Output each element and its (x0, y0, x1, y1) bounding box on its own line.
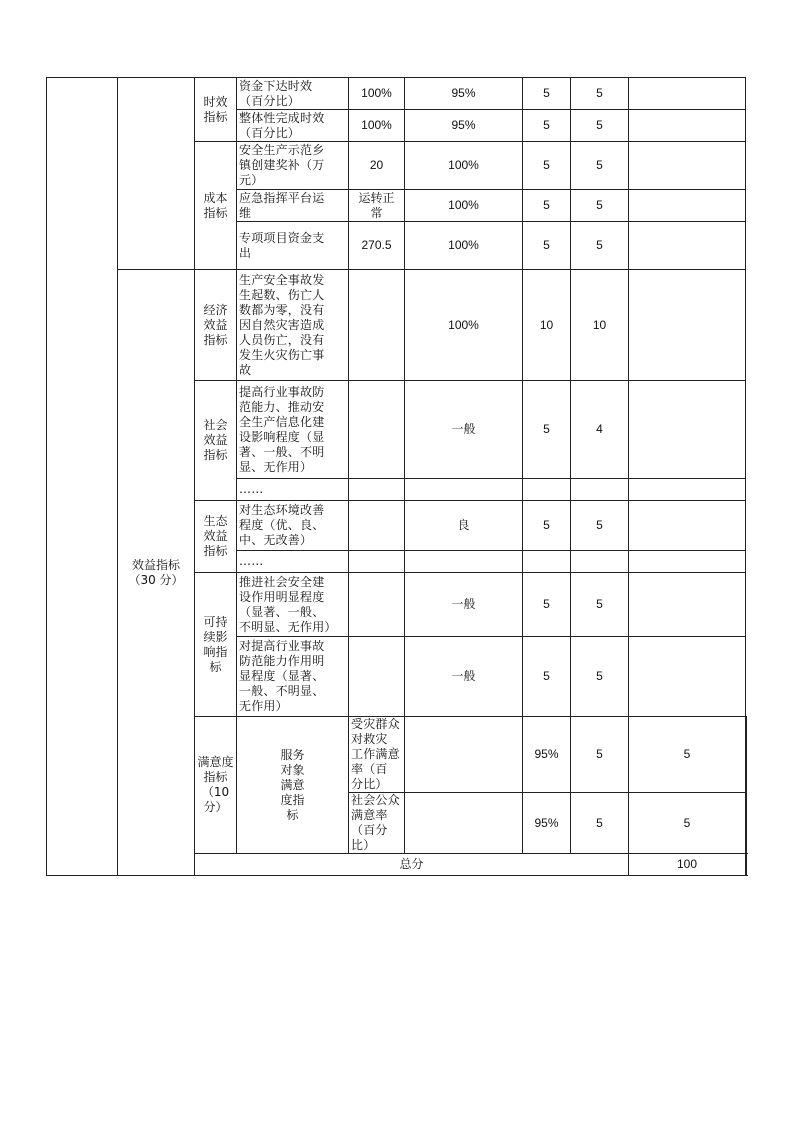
target-value: 运转正 常 (349, 190, 405, 222)
target-value (349, 573, 405, 637)
actual-value: 100% (405, 222, 523, 270)
indicator-name: 社会公众满意率 （百分比） (349, 793, 405, 854)
social-benefit-label: 社会 效益 指标 (195, 381, 237, 501)
note-cell (629, 190, 746, 222)
score-value: 5 (629, 793, 746, 854)
actual-value: 一般 (405, 637, 523, 717)
score-value (571, 551, 629, 573)
target-value (349, 637, 405, 717)
benefit-indicator-label: 效益指标 （30 分） (118, 270, 195, 876)
score-value: 5 (629, 717, 746, 793)
total-weight: 100 (629, 854, 746, 876)
service-satisfaction-label: 服务 对象 满意 度指 标 (237, 717, 349, 854)
note-cell (629, 479, 746, 501)
timeliness-indicator-label: 时效 指标 (195, 78, 237, 142)
indicator-name: 安全生产示范乡 镇创建奖补（万 元） (237, 142, 349, 190)
note-cell (746, 793, 747, 854)
score-value: 5 (571, 222, 629, 270)
actual-value (405, 551, 523, 573)
target-value (349, 479, 405, 501)
weight-value: 5 (571, 793, 629, 854)
score-value: 5 (571, 110, 629, 142)
weight-value (523, 479, 571, 501)
actual-value: 100% (405, 270, 523, 381)
score-value: 5 (571, 142, 629, 190)
target-value (349, 551, 405, 573)
economic-benefit-label: 经济 效益 指标 (195, 270, 237, 381)
indicator-name: 整体性完成时效 （百分比） (237, 110, 349, 142)
score-value: 10 (571, 270, 629, 381)
actual-value: 95% (405, 78, 523, 110)
note-cell (629, 381, 746, 479)
target-value (405, 793, 523, 854)
target-value (349, 381, 405, 479)
actual-value: 100% (405, 190, 523, 222)
note-cell (629, 110, 746, 142)
actual-value: 100% (405, 142, 523, 190)
weight-value: 5 (523, 573, 571, 637)
actual-value: 95% (523, 717, 571, 793)
sustainable-impact-label: 可持 续影 响指 标 (195, 573, 237, 717)
weight-value: 5 (523, 142, 571, 190)
weight-value: 5 (523, 78, 571, 110)
actual-value: 95% (523, 793, 571, 854)
indicator-name: 生产安全事故发 生起数、伤亡人 数都为零，没有 因自然灾害造成 人员伤亡，没有 发生火灾伤亡事 故 (237, 270, 349, 381)
weight-value: 10 (523, 270, 571, 381)
note-cell (629, 142, 746, 190)
indicator-name: 对提高行业事故 防范能力作用明 显程度（显著、 一般、不明显、 无作用） (237, 637, 349, 717)
target-value: 100% (349, 78, 405, 110)
ecological-benefit-label: 生态 效益 指标 (195, 501, 237, 573)
target-value: 270.5 (349, 222, 405, 270)
actual-value: 一般 (405, 381, 523, 479)
score-value: 5 (571, 573, 629, 637)
actual-value: 良 (405, 501, 523, 551)
target-value (349, 501, 405, 551)
weight-value: 5 (523, 190, 571, 222)
indicator-name: 应急指挥平台运 维 (237, 190, 349, 222)
cost-indicator-label: 成本 指标 (195, 142, 237, 270)
weight-value: 5 (523, 637, 571, 717)
note-cell (746, 717, 747, 793)
second-level-indicator-cell (118, 78, 195, 270)
weight-value: 5 (523, 381, 571, 479)
note-cell (629, 222, 746, 270)
weight-value: 5 (571, 717, 629, 793)
note-cell (629, 637, 746, 717)
first-level-indicator-cell (47, 78, 118, 876)
score-value: 5 (571, 78, 629, 110)
score-value (571, 479, 629, 501)
total-label: 总分 (195, 854, 629, 876)
indicator-name: 推进社会安全建 设作用明显程度 （显著、一般、 不明显、无作用） (237, 573, 349, 637)
indicator-name: …… (237, 551, 349, 573)
weight-value: 5 (523, 110, 571, 142)
note-cell (629, 501, 746, 551)
indicator-name: 资金下达时效 （百分比） (237, 78, 349, 110)
target-value (349, 270, 405, 381)
indicator-name: …… (237, 479, 349, 501)
note-cell (629, 270, 746, 381)
indicator-name: 专项项目资金支 出 (237, 222, 349, 270)
target-value (405, 717, 523, 793)
indicator-name: 受灾群众对救灾 工作满意率（百 分比） (349, 717, 405, 793)
table-row (47, 270, 747, 381)
total-note (746, 854, 747, 876)
weight-value (523, 551, 571, 573)
indicator-name: 对生态环境改善 程度（优、良、 中、无改善） (237, 501, 349, 551)
note-cell (629, 551, 746, 573)
satisfaction-indicator-label: 满意度 指标 （10 分） (195, 717, 237, 854)
weight-value: 5 (523, 501, 571, 551)
score-value: 5 (571, 190, 629, 222)
weight-value: 5 (523, 222, 571, 270)
performance-indicator-table (46, 77, 747, 876)
table-row (47, 78, 747, 110)
actual-value: 95% (405, 110, 523, 142)
target-value: 20 (349, 142, 405, 190)
actual-value (405, 479, 523, 501)
score-value: 5 (571, 637, 629, 717)
score-value: 5 (571, 501, 629, 551)
note-cell (629, 573, 746, 637)
indicator-name: 提高行业事故防 范能力、推动安 全生产信息化建 设影响程度（显 著、一般、不明 显、无作用） (237, 381, 349, 479)
score-value: 4 (571, 381, 629, 479)
note-cell (629, 78, 746, 110)
actual-value: 一般 (405, 573, 523, 637)
target-value: 100% (349, 110, 405, 142)
